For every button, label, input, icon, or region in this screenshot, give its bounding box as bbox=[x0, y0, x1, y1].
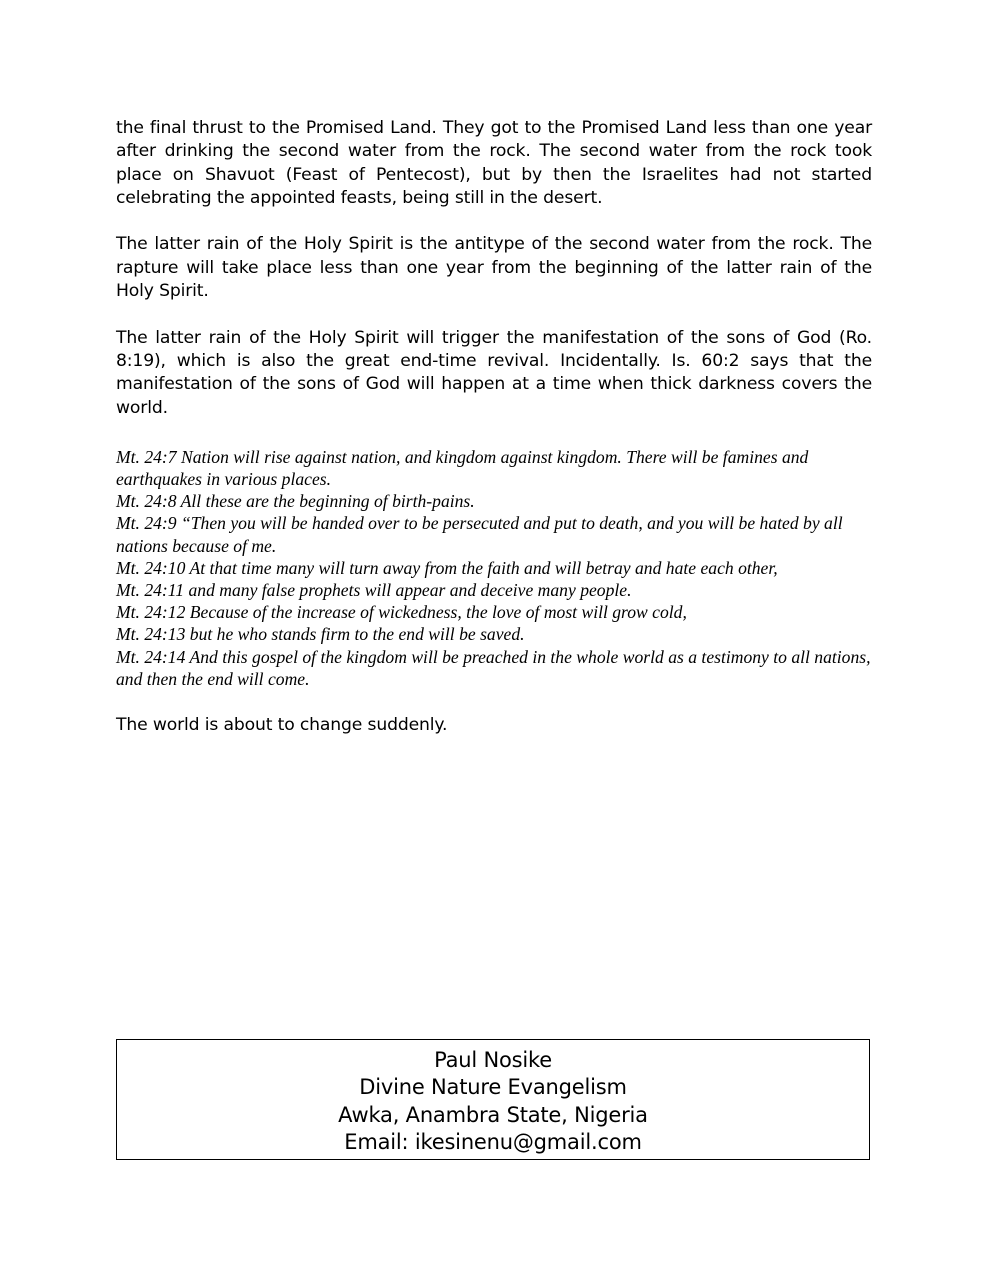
scripture-quote-block bbox=[116, 446, 872, 690]
scripture-verse: Mt. 24:8 All these are the beginning of birth-pains. bbox=[116, 491, 475, 512]
author-signature-box bbox=[116, 1039, 870, 1160]
author-name: Paul Nosike bbox=[434, 1048, 552, 1072]
scripture-verse: Mt. 24:13 but he who stands firm to the end will be saved. bbox=[116, 624, 525, 645]
body-paragraph: The latter rain of the Holy Spirit will trigger the manifestation of the sons of God (Ro. 8:19), which is also the great end-time revival. Incidentally. Is. 60:2 says that the manifestation of the sons of God will happen at a time when thick darkness covers the world. bbox=[116, 327, 872, 418]
closing-statement: The world is about to change suddenly. bbox=[116, 715, 448, 736]
scripture-verse: Mt. 24:12 Because of the increase of wickedness, the love of most will grow cold, bbox=[116, 602, 687, 623]
scripture-verse: Mt. 24:11 and many false prophets will appear and deceive many people. bbox=[116, 580, 632, 601]
body-paragraph: the final thrust to the Promised Land. They got to the Promised Land less than one year after drinking the second water from the rock. The second water from the rock took place on Shavuot (Feast of Pentecost), but by then the Israelites had not started celebrating the appointed feasts, being still in the desert. bbox=[116, 118, 872, 208]
author-email: Email: ikesinenu@gmail.com bbox=[344, 1130, 642, 1155]
scripture-verse: Mt. 24:9 “Then you will be handed over to be persecuted and put to death, and you will be hated by all nations because of me. bbox=[116, 513, 843, 556]
body-paragraph: The latter rain of the Holy Spirit is the antitype of the second water from the rock. The rapture will take place less than one year from the beginning of the latter rain of the Holy Spirit. bbox=[116, 234, 872, 302]
scripture-verse: Mt. 24:7 Nation will rise against nation, and kingdom against kingdom. There will be famines and earthquakes in various places. bbox=[116, 446, 809, 490]
author-organization: Divine Nature Evangelism bbox=[359, 1075, 627, 1100]
scripture-verse: Mt. 24:14 And this gospel of the kingdom will be preached in the whole world as a testimony to all nations, and then the end will come. bbox=[116, 646, 871, 689]
document-body bbox=[116, 117, 872, 737]
author-location: Awka, Anambra State, Nigeria bbox=[338, 1102, 648, 1127]
scripture-verse: Mt. 24:10 At that time many will turn away from the faith and will betray and hate each other, bbox=[116, 557, 778, 578]
